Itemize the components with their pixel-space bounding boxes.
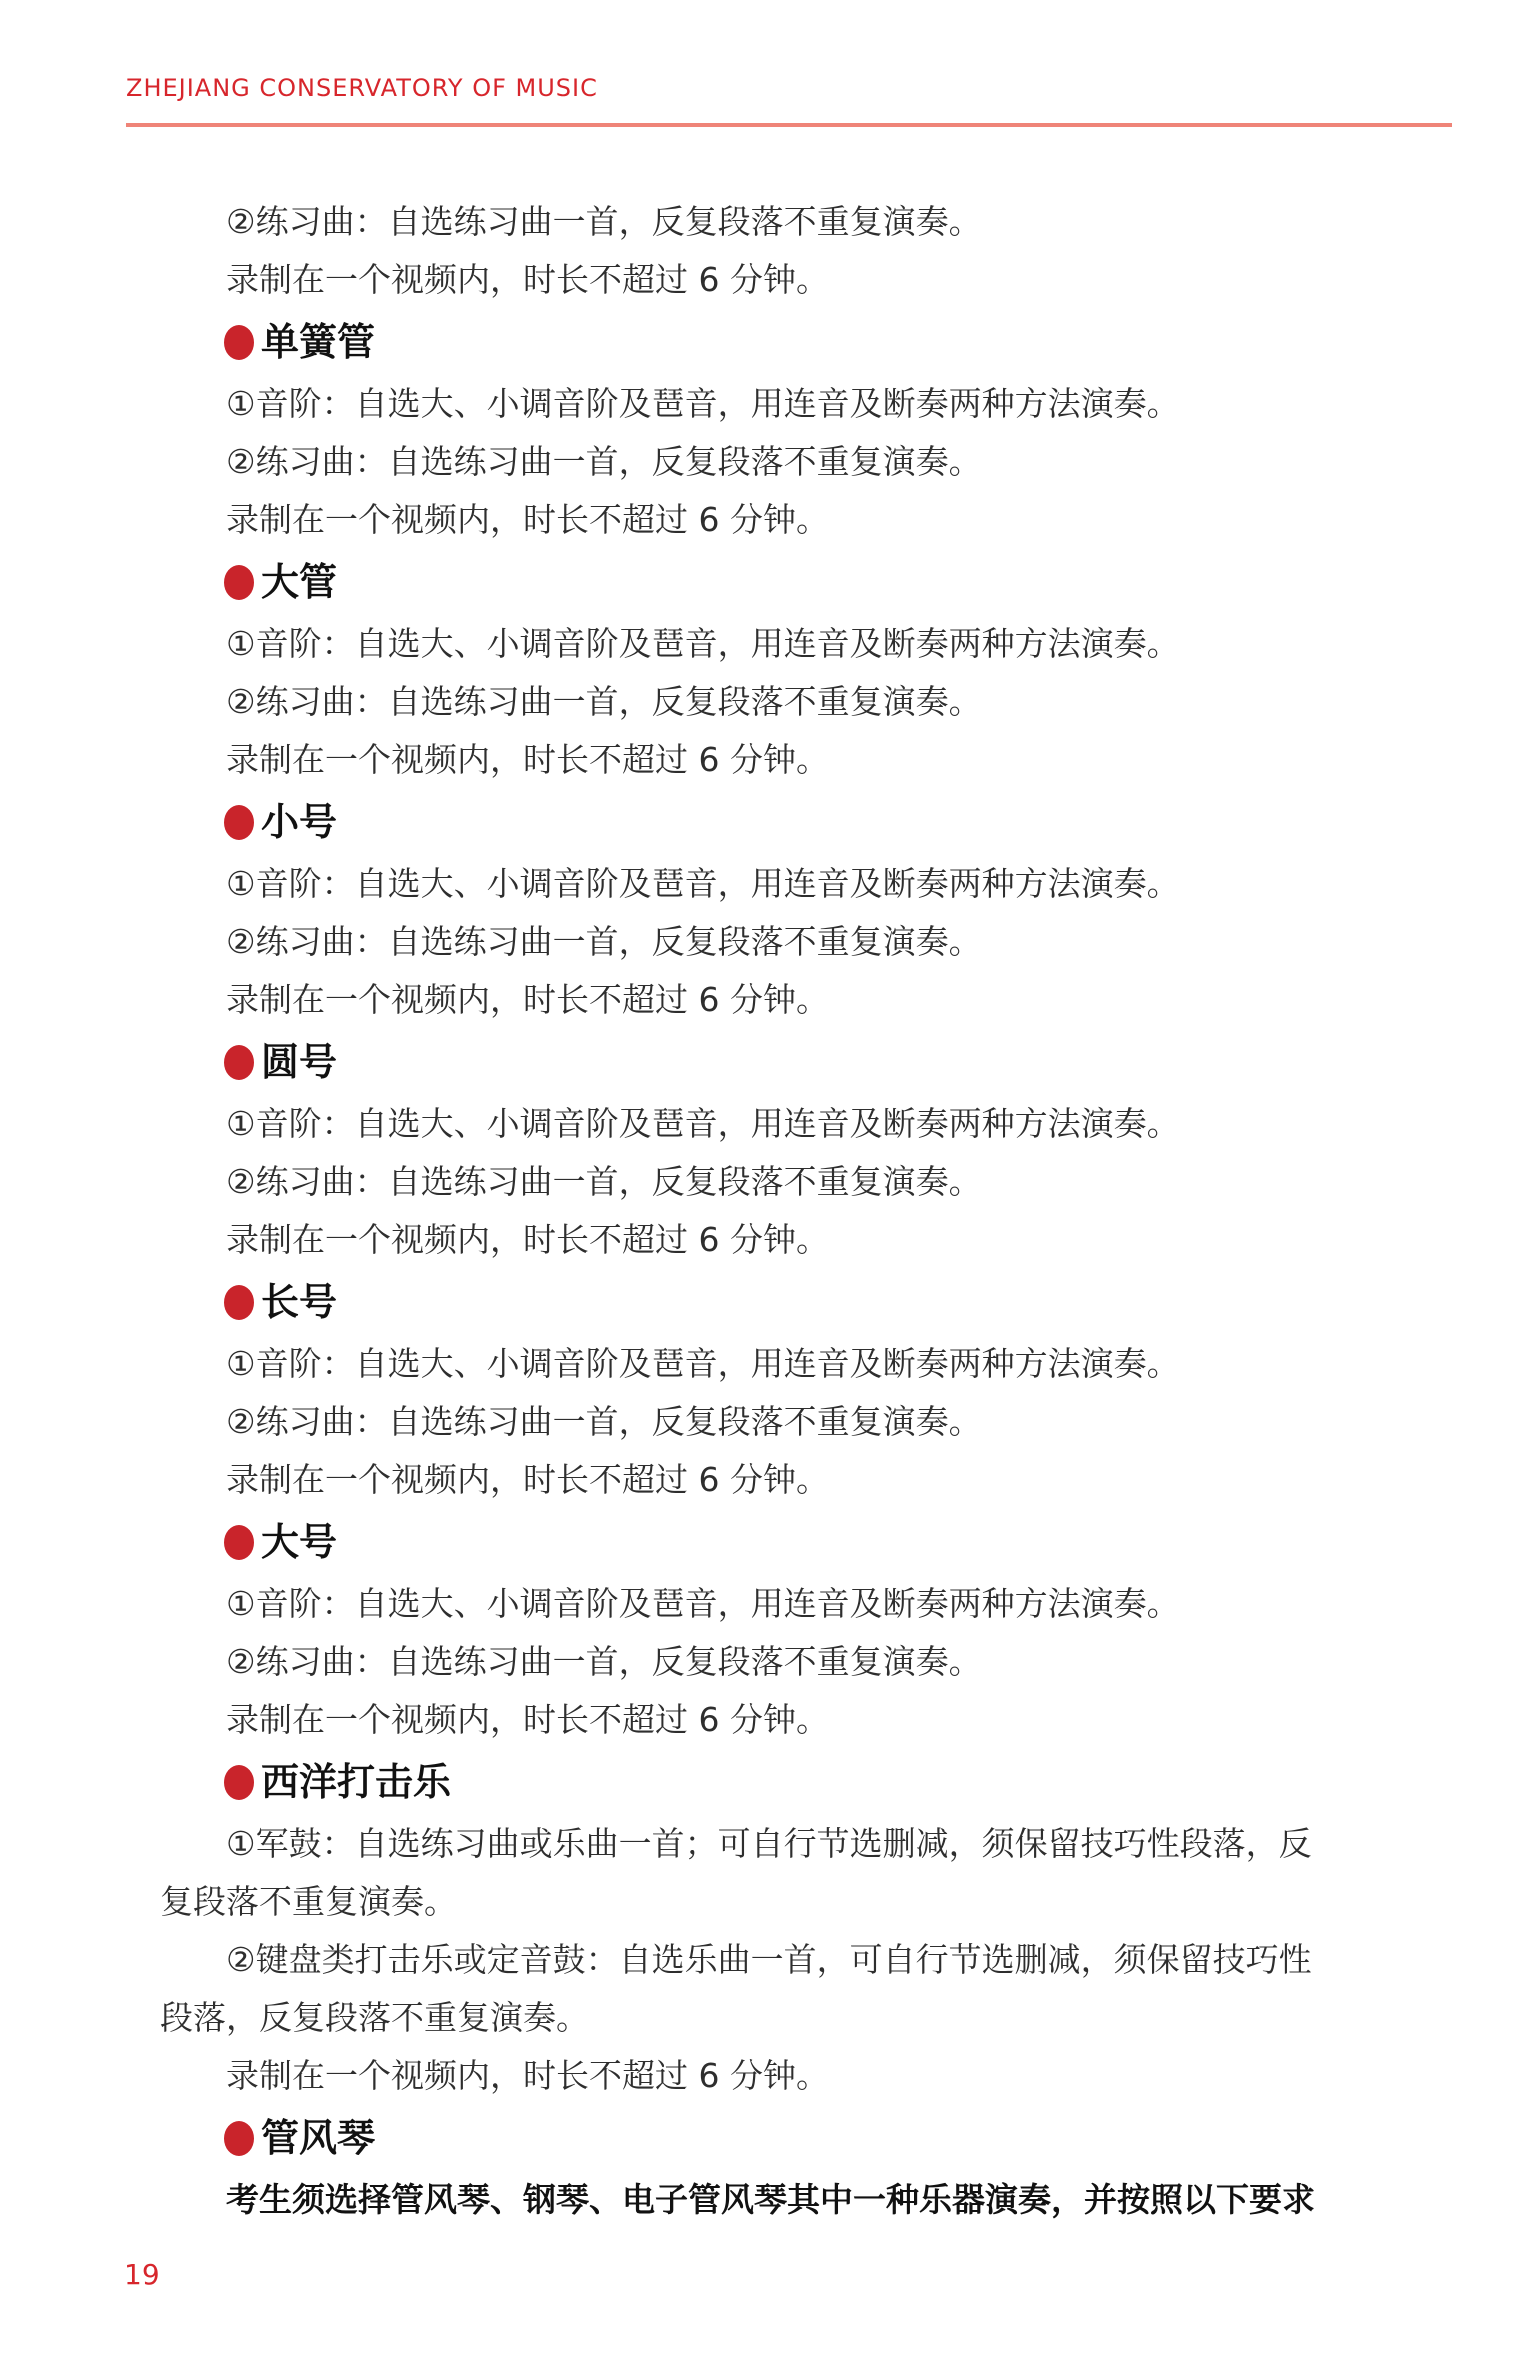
text-line: ①军鼓：自选练习曲或乐曲一首；可自行节选删减，须保留技巧性段落，反 <box>226 1824 1312 1863</box>
text-line: ②练习曲：自选练习曲一首，反复段落不重复演奏。 <box>226 922 982 961</box>
text-line: 录制在一个视频内，时长不超过 6 分钟。 <box>226 1700 829 1739</box>
text-line: 复段落不重复演奏。 <box>160 1882 457 1921</box>
section-heading <box>160 1269 1420 1335</box>
section-heading <box>160 1509 1420 1575</box>
page-number: 19 <box>124 2258 160 2291</box>
section-title: 单簧管 <box>261 320 376 364</box>
section-heading <box>160 2105 1420 2171</box>
section-title: 大管 <box>261 560 338 604</box>
text-line: ①音阶：自选大、小调音阶及琶音，用连音及断奏两种方法演奏。 <box>226 1584 1180 1623</box>
section-bullet-icon <box>224 1045 254 1080</box>
text-line: ①音阶：自选大、小调音阶及琶音，用连音及断奏两种方法演奏。 <box>226 384 1180 423</box>
text-line: 录制在一个视频内，时长不超过 6 分钟。 <box>226 500 829 539</box>
section-bullet-icon <box>224 1525 254 1560</box>
section-title: 西洋打击乐 <box>261 1760 452 1804</box>
text-line: ①音阶：自选大、小调音阶及琶音，用连音及断奏两种方法演奏。 <box>226 1344 1180 1383</box>
section-bullet-icon <box>224 2121 254 2156</box>
section-heading <box>160 549 1420 615</box>
text-line: 录制在一个视频内，时长不超过 6 分钟。 <box>226 740 829 779</box>
text-line: 录制在一个视频内，时长不超过 6 分钟。 <box>226 2056 829 2095</box>
section-bullet-icon <box>224 565 254 600</box>
text-line: ②练习曲：自选练习曲一首，反复段落不重复演奏。 <box>226 682 982 721</box>
section-title: 长号 <box>261 1280 338 1324</box>
text-line: ①音阶：自选大、小调音阶及琶音，用连音及断奏两种方法演奏。 <box>226 1104 1180 1143</box>
text-line: ②练习曲：自选练习曲一首，反复段落不重复演奏。 <box>226 202 982 241</box>
text-line: ②键盘类打击乐或定音鼓：自选乐曲一首，可自行节选删减，须保留技巧性 <box>226 1940 1312 1979</box>
text-line: ②练习曲：自选练习曲一首，反复段落不重复演奏。 <box>226 1642 982 1681</box>
section-title: 小号 <box>261 800 338 844</box>
text-line: ②练习曲：自选练习曲一首，反复段落不重复演奏。 <box>226 442 982 481</box>
section-title: 管风琴 <box>261 2116 376 2160</box>
section-heading <box>160 789 1420 855</box>
text-line: 段落，反复段落不重复演奏。 <box>160 1998 589 2037</box>
brand-title: ZHEJIANG CONSERVATORY OF MUSIC <box>126 74 598 102</box>
section-title: 大号 <box>261 1520 338 1564</box>
text-line: 录制在一个视频内，时长不超过 6 分钟。 <box>226 1460 829 1499</box>
text-line: 录制在一个视频内，时长不超过 6 分钟。 <box>226 980 829 1019</box>
section-bullet-icon <box>224 805 254 840</box>
section-heading <box>160 1749 1420 1815</box>
section-title: 圆号 <box>261 1040 338 1084</box>
text-line: 录制在一个视频内，时长不超过 6 分钟。 <box>226 1220 829 1259</box>
text-line: ②练习曲：自选练习曲一首，反复段落不重复演奏。 <box>226 1402 982 1441</box>
section-heading <box>160 309 1420 375</box>
text-line: ②练习曲：自选练习曲一首，反复段落不重复演奏。 <box>226 1162 982 1201</box>
section-bullet-icon <box>224 1285 254 1320</box>
section-bullet-icon <box>224 325 254 360</box>
text-line: ①音阶：自选大、小调音阶及琶音，用连音及断奏两种方法演奏。 <box>226 864 1180 903</box>
text-line: ①音阶：自选大、小调音阶及琶音，用连音及断奏两种方法演奏。 <box>226 624 1180 663</box>
text-line: 录制在一个视频内，时长不超过 6 分钟。 <box>226 260 829 299</box>
header-divider <box>126 123 1452 127</box>
text-line: 考生须选择管风琴、钢琴、电子管风琴其中一种乐器演奏，并按照以下要求 <box>226 2180 1315 2219</box>
section-bullet-icon <box>224 1765 254 1800</box>
section-heading <box>160 1029 1420 1095</box>
document-body <box>160 193 1420 2229</box>
